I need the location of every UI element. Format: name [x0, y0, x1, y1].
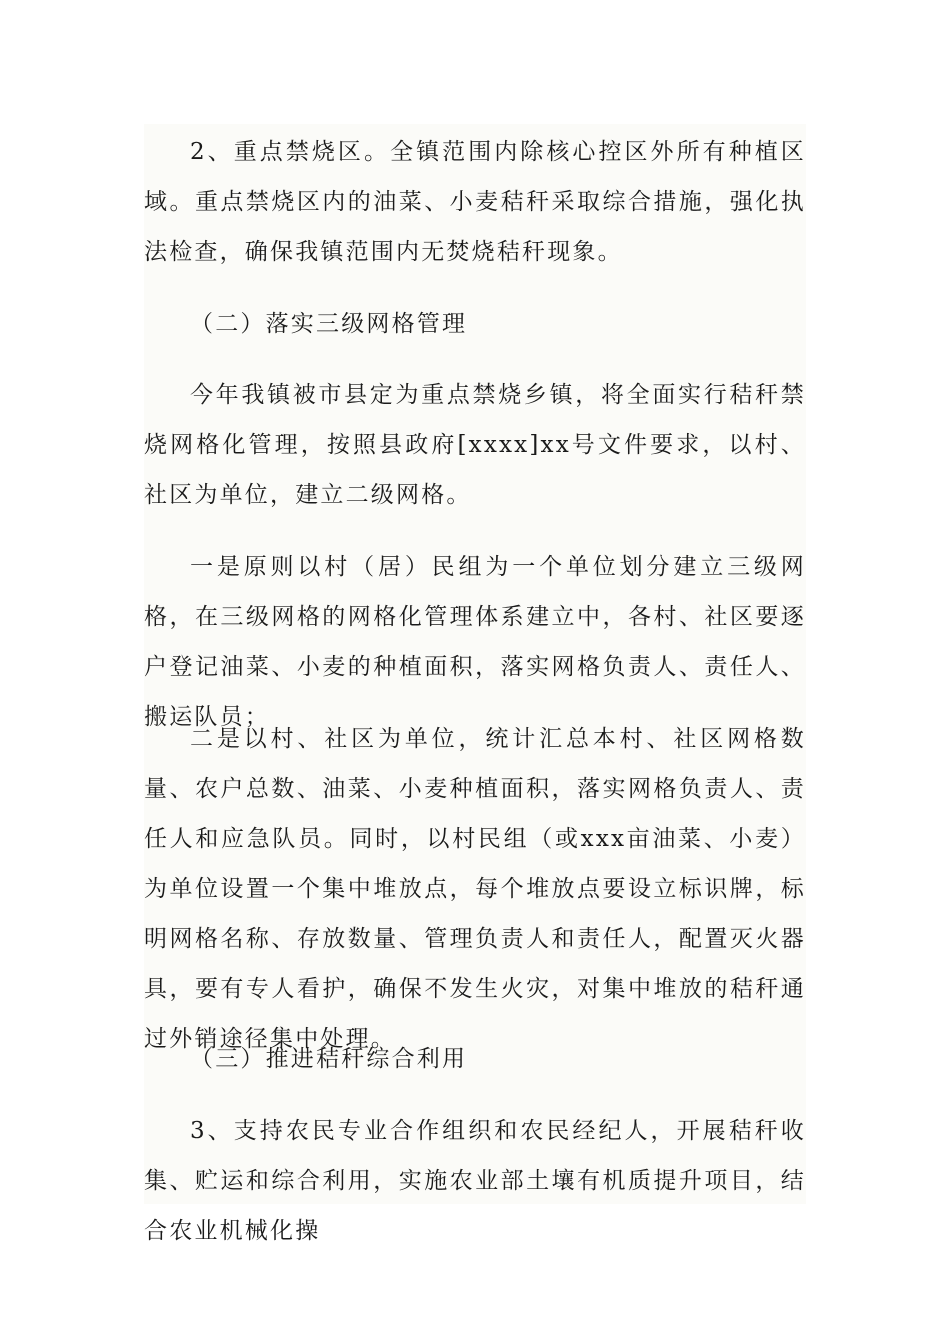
- paragraph-support-cooperatives: 3、支持农民专业合作组织和农民经纪人，开展秸秆收集、贮运和综合利用，实施农业部土壤有机质提升项目，结合农业机械化操: [144, 1118, 806, 1244]
- paragraph-grid-overview: 今年我镇被市县定为重点禁烧乡镇，将全面实行秸秆禁烧网格化管理，按照县政府[xxxx]xx号文件要求，以村、社区为单位，建立二级网格。: [144, 382, 806, 508]
- paragraph-key-burn-zone: 2、重点禁烧区。全镇范围内除核心控区外所有种植区域。重点禁烧区内的油菜、小麦秸秆采取综合措施，强化执法检查，确保我镇范围内无焚烧秸秆现象。: [144, 139, 806, 265]
- document-body: [144, 124, 806, 1244]
- paragraph-grid-point-two: 二是以村、社区为单位，统计汇总本村、社区网格数量、农户总数、油菜、小麦种植面积，落实网格负责人、责任人和应急队员。同时，以村民组（或xxx亩油菜、小麦）为单位设置一个集中堆放点，每个堆放点要设立标识牌，标明网格名称、存放数量、管理负责人和责任人，配置灭火器具，要有专人看护，确保不发生火灾，对集中堆放的秸秆通过外销途径集中处理。: [144, 726, 806, 1052]
- section-heading-comprehensive-use: （三）推进秸秆综合利用: [190, 1046, 468, 1072]
- section-heading-grid-management: （二）落实三级网格管理: [190, 311, 468, 337]
- paragraph-grid-point-one: 一是原则以村（居）民组为一个单位划分建立三级网格，在三级网格的网格化管理体系建立中，各村、社区要逐户登记油菜、小麦的种植面积，落实网格负责人、责任人、搬运队员；: [144, 554, 806, 730]
